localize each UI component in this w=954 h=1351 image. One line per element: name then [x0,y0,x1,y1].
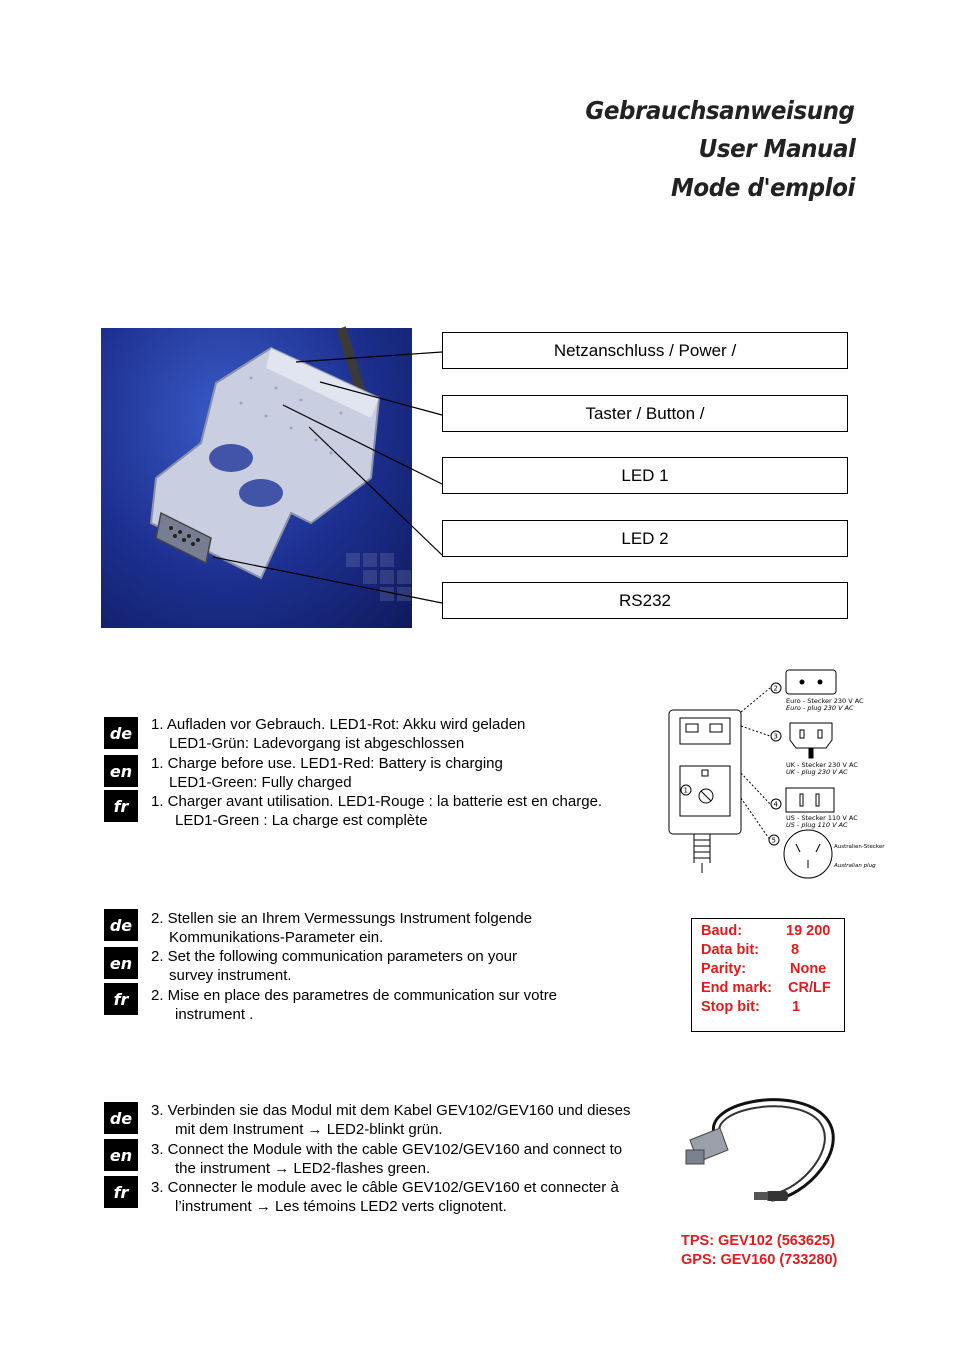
cable-illustration [676,1088,836,1223]
step1-fr-line2: LED1-Green : La charge est complète [175,812,428,829]
title-french: Mode d'emploi [671,173,855,202]
au-plug-label-en: Australian plug [834,863,876,869]
plug-num-5: 5 [771,836,776,845]
us-plug-label-de: US - Stecker 110 V AC [786,814,858,822]
au-plug-label-de: Australien-Stecker [834,844,885,850]
flag-de: de [104,909,138,941]
step1-en-line1: 1. Charge before use. LED1-Red: Battery is charging [151,755,503,772]
step3-de-line2: mit dem Instrument → LED2-blinkt grün. [175,1121,443,1138]
step1-de-line2: LED1-Grün: Ladevorgang ist abgeschlossen [169,735,465,752]
flag-fr: fr [104,790,138,822]
bluetooth-module-illustration [101,328,412,628]
title-german: Gebrauchsanweisung [585,96,855,125]
param-baud: Baud: 19 200 [701,923,831,939]
callout-power: Netzanschluss / Power / [442,332,848,369]
title-english: User Manual [698,134,855,163]
step3-en-line1: 3. Connect the Module with the cable GEV102/GEV160 and connect to [151,1141,623,1158]
step2-fr-line2: instrument . [175,1006,254,1023]
flag-fr: fr [104,983,138,1015]
param-end-mark: End mark: CR/LF [701,980,831,996]
communication-parameters-box [691,918,845,1032]
callout-button: Taster / Button / [442,395,848,432]
flag-en: en [104,1139,138,1171]
step1-de-line1: 1. Aufladen vor Gebrauch. LED1-Rot: Akku wird geladen [151,716,526,733]
plug-num-4: 4 [773,800,778,809]
step3-de-line1: 3. Verbinden sie das Modul mit dem Kabel GEV102/GEV160 und dieses [151,1102,631,1119]
charger-num-1: 1 [683,786,688,795]
us-plug-label-en: US - plug 110 V AC [786,821,848,829]
flag-en: en [104,947,138,979]
callout-led2: LED 2 [442,520,848,557]
cable-code-tps: TPS: GEV102 (563625) [681,1233,835,1249]
plug-num-3: 3 [773,732,778,741]
step2-de-line2: Kommunikations-Parameter ein. [169,929,384,946]
step1-fr-line1: 1. Charger avant utilisation. LED1-Rouge : la batterie est en charge. [151,793,603,810]
step3-fr-line2: l’instrument → Les témoins LED2 verts clignotent. [175,1198,507,1215]
euro-plug-label-en: Euro - plug 230 V AC [786,704,854,712]
euro-plug-label-de: Euro - Stecker 230 V AC [786,697,864,705]
callout-led1: LED 1 [442,457,848,494]
flag-de: de [104,1102,138,1134]
step3-fr-line1: 3. Connecter le module avec le câble GEV102/GEV160 et connecter à [151,1179,619,1196]
callout-rs232: RS232 [442,582,848,619]
flag-en: en [104,755,138,787]
param-data-bit: Data bit: 8 [701,942,800,958]
step2-de-line1: 2. Stellen sie an Ihrem Vermessungs Instrument folgende [151,910,533,927]
cable-code-gps: GPS: GEV160 (733280) [681,1252,838,1268]
param-stop-bit: Stop bit: 1 [701,999,801,1015]
flag-fr: fr [104,1176,138,1208]
step1-en-line2: LED1-Green: Fully charged [169,774,352,791]
param-parity: Parity: None [701,961,827,977]
step2-en-line1: 2. Set the following communication parameters on your [151,948,518,965]
plug-num-2: 2 [773,684,778,693]
uk-plug-label-en: UK - plug 230 V AC [786,768,848,776]
device-photo [101,328,412,628]
step2-en-line2: survey instrument. [169,967,292,984]
step3-en-line2: the instrument → LED2-flashes green. [175,1160,431,1177]
flag-de: de [104,717,138,749]
uk-plug-label-de: UK - Stecker 230 V AC [786,761,858,769]
plug-adapter-diagram [666,668,885,878]
step2-fr-line1: 2. Mise en place des parametres de communication sur votre [151,987,558,1004]
